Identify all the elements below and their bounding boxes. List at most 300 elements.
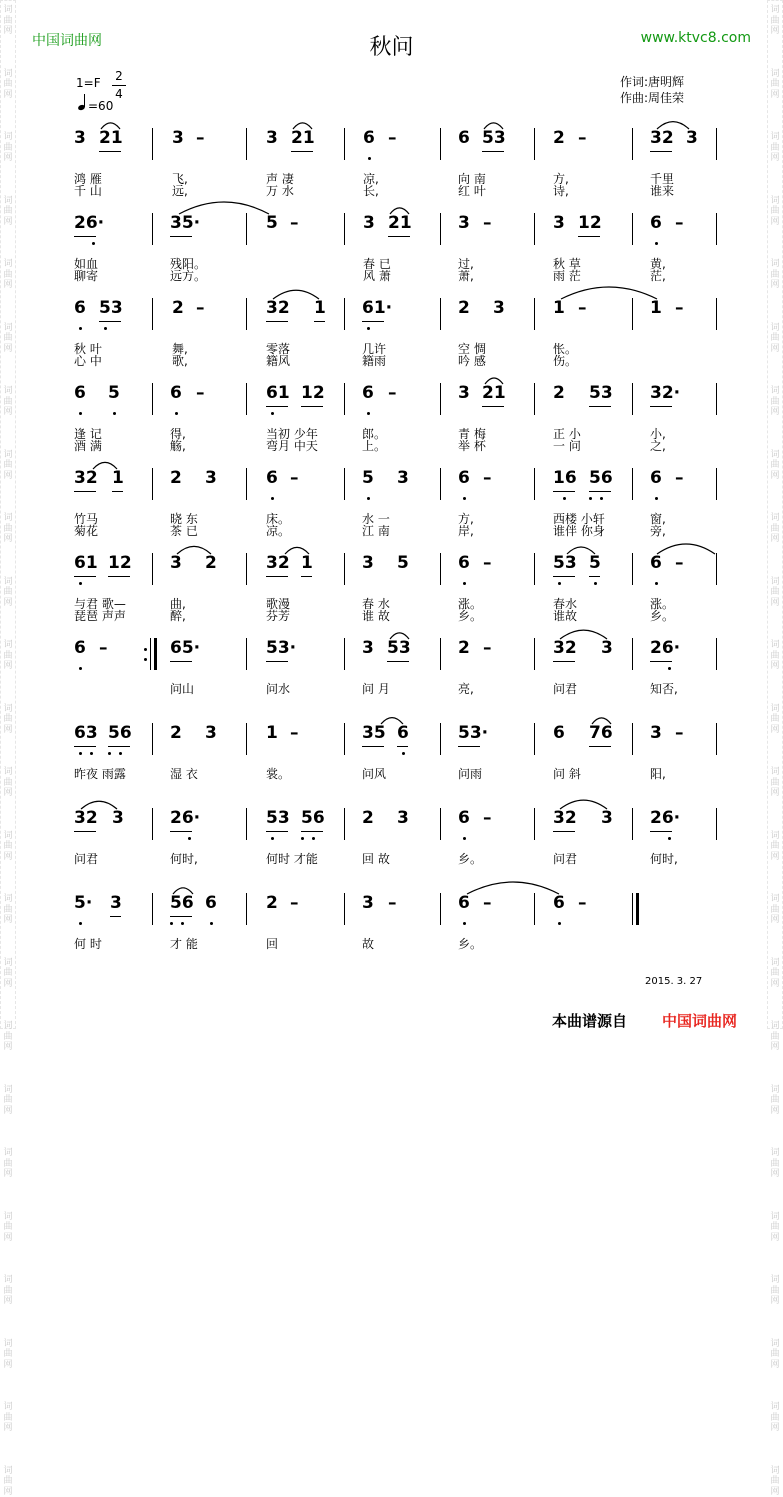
dash-extension: – bbox=[675, 553, 684, 573]
watermark-text: 词曲网 bbox=[769, 1339, 781, 1371]
watermark-text: 词曲网 bbox=[2, 259, 14, 291]
barline bbox=[632, 638, 633, 670]
low-octave-dot bbox=[79, 327, 82, 330]
lyric-verse-2: 旁, bbox=[650, 522, 666, 539]
eighth-underline bbox=[301, 406, 323, 407]
eighth-underline bbox=[553, 831, 575, 832]
low-octave-dot bbox=[92, 242, 95, 245]
note-group: 3 bbox=[362, 553, 374, 573]
score-row bbox=[0, 383, 783, 463]
note-group: 1 bbox=[266, 723, 278, 743]
lyric-verse-2: 江 南 bbox=[362, 522, 390, 539]
note-group: 2 bbox=[458, 638, 470, 658]
note-group: 32 bbox=[553, 638, 577, 658]
lyric-verse-2: 觞, bbox=[170, 437, 186, 454]
lyric-verse-2: 菊花 bbox=[74, 522, 98, 539]
eighth-underline bbox=[74, 491, 96, 492]
note-group: 6 bbox=[362, 383, 374, 403]
lyric-verse-2: 举 杯 bbox=[458, 437, 486, 454]
note-group: 53 bbox=[387, 638, 411, 658]
slur-arc bbox=[656, 114, 690, 134]
barline bbox=[344, 723, 345, 755]
note-group: 53· bbox=[458, 723, 488, 743]
barline bbox=[716, 213, 717, 245]
note-group: 53 bbox=[589, 383, 613, 403]
dash-extension: – bbox=[483, 468, 492, 488]
note-group: 6 bbox=[266, 468, 278, 488]
barline bbox=[534, 638, 535, 670]
low-octave-dot bbox=[188, 837, 191, 840]
dash-extension: – bbox=[388, 383, 397, 403]
note-group: 6 bbox=[170, 383, 182, 403]
note-group: 2 bbox=[170, 468, 182, 488]
barline bbox=[152, 298, 153, 330]
barline bbox=[344, 638, 345, 670]
watermark-text: 词曲网 bbox=[2, 1148, 14, 1180]
dash-extension: – bbox=[578, 128, 587, 148]
note-group: 16 bbox=[553, 468, 577, 488]
note-group: 6 bbox=[205, 893, 217, 913]
barline bbox=[152, 553, 153, 585]
watermark-text: 词曲网 bbox=[2, 894, 14, 926]
watermark-text: 词曲网 bbox=[769, 1148, 781, 1180]
slur-arc bbox=[100, 114, 121, 134]
note-group: 6 bbox=[458, 808, 470, 828]
dash-extension: – bbox=[483, 893, 492, 913]
note-group: 6 bbox=[458, 553, 470, 573]
barline bbox=[152, 383, 153, 415]
lyric-verse-2: 万 水 bbox=[266, 182, 294, 199]
watermark-text: 词曲网 bbox=[769, 259, 781, 291]
barline bbox=[534, 553, 535, 585]
watermark-text: 词曲网 bbox=[2, 1212, 14, 1244]
lyric-verse-1: 向 南 bbox=[458, 170, 486, 187]
lyric-verse-1: 怅。 bbox=[553, 340, 577, 357]
watermark-text: 词曲网 bbox=[769, 1085, 781, 1117]
dash-extension: – bbox=[388, 128, 397, 148]
barline bbox=[344, 808, 345, 840]
eighth-underline bbox=[650, 831, 672, 832]
watermark-text: 词曲网 bbox=[769, 196, 781, 228]
eighth-underline bbox=[553, 661, 575, 662]
note-group: 32 bbox=[266, 553, 290, 573]
watermark-text: 词曲网 bbox=[2, 513, 14, 545]
score-row bbox=[0, 553, 783, 633]
note-group: 21 bbox=[482, 383, 506, 403]
note-group: 2 bbox=[553, 128, 565, 148]
low-octave-dot bbox=[563, 497, 566, 500]
watermark-text: 词曲网 bbox=[769, 386, 781, 418]
watermark-text: 词曲网 bbox=[2, 450, 14, 482]
low-octave-dot bbox=[79, 922, 82, 925]
note-group: 3 bbox=[601, 808, 613, 828]
low-octave-dot bbox=[271, 497, 274, 500]
eighth-underline bbox=[553, 491, 575, 492]
watermark-text: 词曲网 bbox=[769, 132, 781, 164]
lyric-verse-1: 水 一 bbox=[362, 510, 390, 527]
note-group: 3 bbox=[397, 808, 409, 828]
note-group: 6 bbox=[650, 553, 662, 573]
barline bbox=[246, 553, 247, 585]
slur-arc bbox=[560, 284, 658, 304]
lyric-verse-1: 方, bbox=[553, 170, 569, 187]
low-octave-dot bbox=[181, 922, 184, 925]
credits bbox=[620, 74, 684, 106]
lyric-verse-1: 西楼 小轩 bbox=[553, 510, 605, 527]
eighth-underline bbox=[362, 321, 384, 322]
note-group: 3 bbox=[170, 553, 182, 573]
dash-extension: – bbox=[290, 468, 299, 488]
low-octave-dot bbox=[367, 327, 370, 330]
low-octave-dot bbox=[655, 242, 658, 245]
lyric-verse-2: 萧, bbox=[458, 267, 474, 284]
slur-arc bbox=[559, 794, 608, 814]
barline bbox=[534, 808, 535, 840]
note-group: 3 bbox=[397, 468, 409, 488]
low-octave-dot bbox=[301, 837, 304, 840]
eighth-underline bbox=[266, 321, 288, 322]
note-group: 61· bbox=[362, 298, 392, 318]
barline bbox=[152, 128, 153, 160]
barline bbox=[440, 553, 441, 585]
note-group: 12 bbox=[108, 553, 132, 573]
key-signature: 1=F bbox=[76, 76, 101, 90]
barline bbox=[534, 128, 535, 160]
lyric-verse-1: 问君 bbox=[553, 850, 577, 867]
eighth-underline bbox=[362, 746, 384, 747]
note-group: 2 bbox=[553, 383, 565, 403]
lyric-verse-1: 飞, bbox=[172, 170, 188, 187]
low-octave-dot bbox=[463, 582, 466, 585]
low-octave-dot bbox=[367, 412, 370, 415]
eighth-underline bbox=[458, 746, 480, 747]
eighth-underline bbox=[589, 406, 611, 407]
lyric-verse-1: 青 梅 bbox=[458, 425, 486, 442]
barline bbox=[246, 723, 247, 755]
low-octave-dot bbox=[271, 412, 274, 415]
note-group: 35 bbox=[362, 723, 386, 743]
score-date: 2015. 3. 27 bbox=[645, 976, 702, 987]
lyric-verse-1: 竹马 bbox=[74, 510, 98, 527]
eighth-underline bbox=[266, 576, 288, 577]
meter-top: 2 bbox=[111, 67, 127, 85]
lyric-verse-2: 心 中 bbox=[74, 352, 102, 369]
note-group: 6 bbox=[74, 298, 86, 318]
lyric-verse-1: 春 已 bbox=[363, 255, 391, 272]
note-group: 3 bbox=[363, 213, 375, 233]
low-octave-dot bbox=[90, 752, 93, 755]
note-group: 1 bbox=[314, 298, 326, 318]
lyric-verse-2: 千 山 bbox=[74, 182, 102, 199]
lyric-verse-2: 琵琶 声声 bbox=[74, 607, 126, 624]
low-octave-dot bbox=[463, 497, 466, 500]
note-group: 3 bbox=[493, 298, 505, 318]
barline bbox=[440, 808, 441, 840]
lyric-verse-1: 亮, bbox=[458, 680, 474, 697]
lyric-verse-1: 当初 少年 bbox=[266, 425, 318, 442]
composer: 作曲:周佳荣 bbox=[620, 90, 684, 106]
dash-extension: – bbox=[483, 213, 492, 233]
eighth-underline bbox=[589, 746, 611, 747]
score-row bbox=[0, 638, 783, 718]
eighth-underline bbox=[110, 916, 121, 917]
score-row bbox=[0, 723, 783, 803]
barline bbox=[716, 638, 717, 670]
watermark-text: 词曲网 bbox=[769, 1212, 781, 1244]
lyric-verse-1: 乡。 bbox=[458, 850, 482, 867]
slur-arc bbox=[389, 199, 410, 219]
lyric-verse-2: 上。 bbox=[362, 437, 386, 454]
lyric-verse-1: 逢 记 bbox=[74, 425, 102, 442]
eighth-underline bbox=[650, 406, 672, 407]
barline bbox=[440, 383, 441, 415]
lyric-verse-2: 一 问 bbox=[553, 437, 581, 454]
low-octave-dot bbox=[655, 497, 658, 500]
note-group: 65· bbox=[170, 638, 200, 658]
dash-extension: – bbox=[578, 893, 587, 913]
lyric-verse-1: 秋 叶 bbox=[74, 340, 102, 357]
dash-extension: – bbox=[196, 298, 205, 318]
slur-arc bbox=[178, 199, 270, 219]
watermark-text: 词曲网 bbox=[769, 577, 781, 609]
site-name-left: 中国词曲网 bbox=[32, 30, 102, 50]
lyric-verse-2: 远方。 bbox=[170, 267, 206, 284]
low-octave-dot bbox=[558, 922, 561, 925]
note-group: 26· bbox=[170, 808, 200, 828]
lyric-verse-2: 茫, bbox=[650, 267, 666, 284]
lyric-verse-1: 与君 歌— bbox=[74, 595, 126, 612]
barline bbox=[246, 468, 247, 500]
watermark-text: 词曲网 bbox=[2, 1402, 14, 1434]
barline bbox=[344, 213, 345, 245]
barline bbox=[534, 468, 535, 500]
dash-extension: – bbox=[483, 808, 492, 828]
barline bbox=[716, 553, 717, 585]
dash-extension: – bbox=[675, 723, 684, 743]
eighth-underline bbox=[291, 151, 313, 152]
lyric-verse-2: 岸, bbox=[458, 522, 474, 539]
note-group: 3 bbox=[458, 383, 470, 403]
watermark-text: 词曲网 bbox=[769, 513, 781, 545]
lyric-verse-1: 乡。 bbox=[458, 935, 482, 952]
note-group: 26· bbox=[74, 213, 104, 233]
dash-extension: – bbox=[675, 213, 684, 233]
lyric-verse-1: 才 能 bbox=[170, 935, 198, 952]
note-group: 3 bbox=[266, 128, 278, 148]
lyric-verse-1: 空 惆 bbox=[458, 340, 486, 357]
note-group: 6 bbox=[553, 893, 565, 913]
lyric-verse-1: 得, bbox=[170, 425, 186, 442]
slur-arc bbox=[389, 624, 410, 644]
low-octave-dot bbox=[463, 837, 466, 840]
score-row bbox=[0, 808, 783, 888]
barline bbox=[440, 893, 441, 925]
low-octave-dot bbox=[594, 582, 597, 585]
eighth-underline bbox=[170, 916, 192, 917]
watermark-text: 词曲网 bbox=[2, 196, 14, 228]
barline bbox=[632, 553, 633, 585]
lyric-verse-2: 诗, bbox=[553, 182, 569, 199]
note-group: 32 bbox=[553, 808, 577, 828]
eighth-underline bbox=[301, 576, 312, 577]
watermark-text: 词曲网 bbox=[769, 1402, 781, 1434]
lyric-verse-1: 郎。 bbox=[362, 425, 386, 442]
note-group: 32· bbox=[650, 383, 680, 403]
watermark-text: 词曲网 bbox=[2, 767, 14, 799]
note-group: 6 bbox=[74, 383, 86, 403]
lyric-verse-1: 如血 bbox=[74, 255, 98, 272]
lyric-verse-1: 何 时 bbox=[74, 935, 102, 952]
lyric-verse-1: 问君 bbox=[74, 850, 98, 867]
watermark-text: 词曲网 bbox=[2, 1021, 14, 1053]
eighth-underline bbox=[74, 576, 96, 577]
note-group: 21 bbox=[99, 128, 123, 148]
slur-arc bbox=[591, 709, 612, 729]
watermark-text: 词曲网 bbox=[2, 386, 14, 418]
slur-arc bbox=[566, 539, 596, 559]
dash-extension: – bbox=[675, 468, 684, 488]
watermark-text: 词曲网 bbox=[2, 577, 14, 609]
dash-extension: – bbox=[196, 383, 205, 403]
barline bbox=[632, 808, 633, 840]
note-group: 5 bbox=[266, 213, 278, 233]
lyric-verse-1: 过, bbox=[458, 255, 474, 272]
note-group: 3 bbox=[362, 893, 374, 913]
note-group: 61 bbox=[74, 553, 98, 573]
lyric-verse-2: 谁伴 你身 bbox=[553, 522, 605, 539]
note-group: 2 bbox=[458, 298, 470, 318]
lyric-verse-1: 涨。 bbox=[650, 595, 674, 612]
eighth-underline bbox=[301, 831, 323, 832]
note-group: 3 bbox=[650, 723, 662, 743]
watermark-text: 词曲网 bbox=[769, 450, 781, 482]
note-group: 5 bbox=[397, 553, 409, 573]
note-group: 6 bbox=[650, 468, 662, 488]
watermark-text: 词曲网 bbox=[769, 323, 781, 355]
source-site-link[interactable]: 中国词曲网 bbox=[662, 1010, 737, 1031]
lyric-verse-2: 风 萧 bbox=[363, 267, 391, 284]
lyric-verse-1: 湿 衣 bbox=[170, 765, 198, 782]
lyric-verse-1: 春 水 bbox=[362, 595, 390, 612]
dash-extension: – bbox=[483, 638, 492, 658]
note-group: 6 bbox=[650, 213, 662, 233]
lyric-verse-1: 床。 bbox=[266, 510, 290, 527]
note-group: 1 bbox=[301, 553, 313, 573]
eighth-underline bbox=[578, 236, 600, 237]
lyric-verse-1: 声 凄 bbox=[266, 170, 294, 187]
barline bbox=[152, 468, 153, 500]
note-group: 26· bbox=[650, 808, 680, 828]
song-title: 秋问 bbox=[0, 30, 783, 61]
barline bbox=[440, 128, 441, 160]
site-url: www.ktvc8.com bbox=[641, 30, 751, 46]
watermark-text: 词曲网 bbox=[769, 640, 781, 672]
dash-extension: – bbox=[99, 638, 108, 658]
note-group: 3 bbox=[172, 128, 184, 148]
note-group: 5 bbox=[589, 553, 601, 573]
lyric-verse-2: 酒 满 bbox=[74, 437, 102, 454]
watermark-text: 词曲网 bbox=[2, 5, 14, 37]
note-group: 6 bbox=[397, 723, 409, 743]
lyric-verse-2: 籍风 bbox=[266, 352, 290, 369]
lyric-verse-1: 涨。 bbox=[458, 595, 482, 612]
barline bbox=[534, 723, 535, 755]
score-row bbox=[0, 213, 783, 293]
eighth-underline bbox=[74, 831, 96, 832]
note-group: 2 bbox=[205, 553, 217, 573]
note-group: 53 bbox=[482, 128, 506, 148]
meter-bottom: 4 bbox=[111, 85, 127, 103]
slur-arc bbox=[272, 284, 320, 304]
lyric-verse-1: 正 小 bbox=[553, 425, 581, 442]
note-group: 3 bbox=[553, 213, 565, 233]
dash-extension: – bbox=[483, 553, 492, 573]
lyric-verse-1: 窗, bbox=[650, 510, 666, 527]
lyric-verse-2: 吟 感 bbox=[458, 352, 486, 369]
lyric-verse-2: 乡。 bbox=[458, 607, 482, 624]
note-group: 12 bbox=[301, 383, 325, 403]
note-group: 56 bbox=[170, 893, 194, 913]
low-octave-dot bbox=[175, 412, 178, 415]
note-group: 21 bbox=[388, 213, 412, 233]
barline bbox=[440, 723, 441, 755]
lyric-verse-1: 故 bbox=[362, 935, 374, 952]
slur-arc bbox=[484, 369, 504, 389]
barline bbox=[344, 128, 345, 160]
barline bbox=[632, 213, 633, 245]
lyric-verse-1: 问山 bbox=[170, 680, 194, 697]
dash-extension: – bbox=[196, 128, 205, 148]
lyric-verse-2: 聊寄 bbox=[74, 267, 98, 284]
score-row bbox=[0, 128, 783, 208]
barline bbox=[246, 808, 247, 840]
time-signature bbox=[111, 67, 127, 103]
note-group: 5 bbox=[108, 383, 120, 403]
eighth-underline bbox=[314, 321, 325, 322]
lyric-verse-2: 谁故 bbox=[553, 607, 577, 624]
lyric-verse-2: 红 叶 bbox=[458, 182, 486, 199]
eighth-underline bbox=[553, 576, 575, 577]
eighth-underline bbox=[482, 151, 504, 152]
watermark-text: 词曲网 bbox=[2, 958, 14, 990]
score-row bbox=[0, 298, 783, 378]
score-row bbox=[0, 893, 783, 973]
final-barline bbox=[632, 893, 642, 925]
note-group: 5· bbox=[74, 893, 92, 913]
note-group: 3 bbox=[601, 638, 613, 658]
slur-arc bbox=[559, 624, 608, 644]
note-group: 6 bbox=[553, 723, 565, 743]
note-group: 53 bbox=[266, 808, 290, 828]
note-group: 53 bbox=[99, 298, 123, 318]
barline bbox=[440, 468, 441, 500]
eighth-underline bbox=[589, 576, 600, 577]
watermark-text: 词曲网 bbox=[769, 704, 781, 736]
barline bbox=[246, 298, 247, 330]
slur-arc bbox=[466, 879, 560, 899]
barline bbox=[716, 808, 717, 840]
lyric-verse-1: 黄, bbox=[650, 255, 666, 272]
low-octave-dot bbox=[108, 752, 111, 755]
watermark-text: 词曲网 bbox=[769, 831, 781, 863]
lyric-verse-2: 凉。 bbox=[266, 522, 290, 539]
dash-extension: – bbox=[675, 298, 684, 318]
note-group: 1 bbox=[650, 298, 662, 318]
eighth-underline bbox=[170, 236, 192, 237]
barline bbox=[152, 213, 153, 245]
lyric-verse-2: 伤。 bbox=[553, 352, 577, 369]
slur-arc bbox=[483, 114, 504, 134]
